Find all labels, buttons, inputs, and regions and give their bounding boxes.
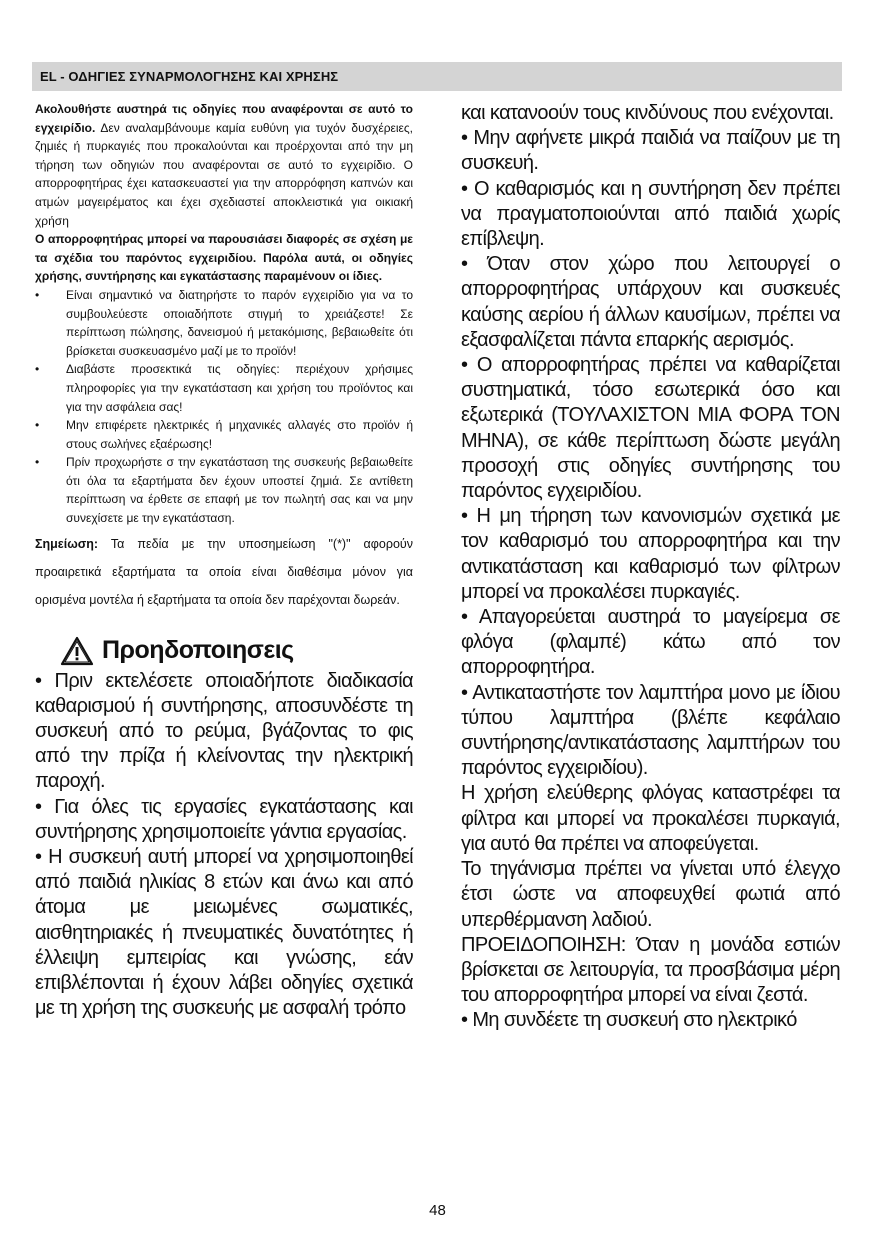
- list-item-text: Είναι σημαντικό να διατηρήστε το παρόν εγχειρίδιο για να το συμβουλεύεστε οποιαδήποτε στιγμή το χρειάζεστε! Σε περίπτωση πώλησης, δανεισμού ή μετακόμισης, βεβαιωθείτε ότι βρίσκεται συσκευασμένο μαζί με το προϊόν!: [66, 287, 413, 358]
- warning-paragraph: • Απαγορεύεται αυστηρά το μαγείρεμα σε φλόγα (φλαμπέ) κάτω από τον απορροφητήρα.: [461, 606, 840, 679]
- note-paragraph: [35, 530, 413, 614]
- warning-paragraph: και κατανοούν τους κινδύνους που ενέχονται.: [461, 102, 834, 124]
- warning-triangle-icon: [60, 636, 94, 666]
- warning-paragraph: • Η συσκευή αυτή μπορεί να χρησιμοποιηθεί από παιδιά ηλικίας 8 ετών και άνω και από άτομα με μειωμένες σωματικές, αισθητηριακές ή πνευματικές δυνατότητες ή έλλειψη εμπειρίας και γνώσης, εάν επιβλέπονται ή έχουν λάβει οδηγίες σχετικά με τη χρήση της συσκευής με ασφαλή τρόπο: [35, 846, 413, 1020]
- list-item: [35, 360, 413, 416]
- list-item: [35, 453, 413, 527]
- intro-paragraph: [35, 100, 413, 230]
- warning-paragraph: • Η μη τήρηση των κανονισμών σχετικά με τον καθαρισμό του απορροφητήρα και την αντικατάσταση και καθαρισμό των φίλτρων μπορεί να προκαλέσει πυρκαγιές.: [461, 505, 840, 603]
- bullet-marker: •: [35, 287, 40, 302]
- list-item: [35, 416, 413, 453]
- intro-bullet-list: [35, 286, 413, 528]
- section-header-title: EL - ΟΔΗΓΙΕΣ ΣΥΝΑΡΜΟΛΟΓΗΣΗΣ ΚΑΙ ΧΡΗΣΗΣ: [40, 69, 339, 84]
- intro-lead-bold: Ακολουθήστε αυστηρά τις οδηγίες που αναφέρονται σε αυτό το εγχειρίδιο.: [35, 102, 413, 135]
- warnings-heading: [35, 633, 413, 669]
- page-number: 48: [429, 1202, 446, 1219]
- intro-lead-rest: Δεν αναλαμβάνουμε καμία ευθύνη για τυχόν δυσχέρειες, ζημιές ή πυρκαγιές που προκαλούνται και προέρχονται από την μη τήρηση των οδηγιών που αναφέρονται σε αυτό το εγχειρίδιο. Ο απορροφητήρας έχει κατασκευαστεί για την απορρόφηση καπνών και ατμών μαγειρέματος και έχει σχεδιαστεί αποκλειστικά για οικιακή χρήση: [35, 120, 413, 228]
- right-column: [461, 101, 840, 1034]
- bullet-marker: •: [35, 418, 40, 433]
- warning-paragraph: • Για όλες τις εργασίες εγκατάστασης και συντήρησης χρησιμοποιείτε γάντια εργασίας.: [35, 795, 413, 843]
- warning-paragraph: • Ο απορροφητήρας πρέπει να καθαρίζεται συστηματικά, τόσο εσωτερικά όσο και εξωτερικά (ΤΟΥΛΑΧΙΣΤΟΝ ΜΙΑ ΦΟΡΑ ΤΟΝ ΜΗΝΑ), σε κάθε περίπτωση δώστε μεγάλη προσοχή στις οδηγίες συντήρησης του παρόντος εγχειριδίου.: [461, 354, 840, 503]
- intro-block: [35, 100, 413, 286]
- note-label: Σημείωση:: [35, 536, 99, 551]
- note-text: Τα πεδία με την υποσημείωση "(*)" αφορούν προαιρετικά εξαρτήματα τα οποία είναι διαθέσιμα μόνον για ορισμένα μοντέλα ή εξαρτήματα τα οποία δεν παρέχονται δωρεάν.: [35, 536, 413, 607]
- bullet-marker: •: [35, 455, 40, 470]
- warning-paragraph: • Ο καθαρισμός και η συντήρηση δεν πρέπει να πραγματοποιούνται από παιδιά χωρίς επίβλεψη.: [461, 177, 840, 251]
- warning-paragraph: • Όταν στον χώρο που λειτουργεί ο απορροφητήρας υπάρχουν και συσκευές καύσης αερίου ή άλλων καυσίμων, πρέπει να εξασφαλίζεται πάντα επαρκής αερισμός.: [461, 253, 840, 351]
- warning-paragraph: ΠΡΟΕΙΔΟΠΟΙΗΣΗ: Όταν η μονάδα εστιών βρίσκεται σε λειτουργία, τα προσβάσιμα μέρη του απορροφητήρα μπορεί να είναι ζεστά.: [461, 933, 840, 1007]
- bullet-marker: •: [35, 362, 40, 377]
- list-item-text: Μην επιφέρετε ηλεκτρικές ή μηχανικές αλλαγές στο προϊόν ή στους σωλήνες εξαέρωσης!: [66, 418, 413, 451]
- warning-paragraph: • Μη συνδέετε τη συσκευή στο ηλεκτρικό: [461, 1009, 797, 1032]
- warning-paragraph: • Μην αφήνετε μικρά παιδιά να παίζουν με τη συσκευή.: [461, 127, 840, 175]
- warning-paragraph: • Αντικαταστήστε τον λαμπτήρα μονο με ίδιου τύπου λαμπτήρα (βλέπε κεφάλαιο συντήρησης/αντικατάστασης λαμπτήρων του παρόντος εγχειριδίου).: [461, 681, 840, 780]
- warnings-title: Προηδοποιησεις: [102, 636, 294, 665]
- left-column: [35, 100, 413, 1022]
- warnings-left-text: [35, 669, 413, 1022]
- list-item: [35, 286, 413, 360]
- intro-bold-paragraph: Ο απορροφητήρας μπορεί να παρουσιάσει διαφορές σε σχέση με τα σχέδια του παρόντος εγχειριδίου. Παρόλα αυτά, οι οδηγίες χρήσης, συντήρησης και εγκατάστασης παραμένουν οι ίδιες.: [35, 232, 413, 284]
- list-item-text: Διαβάστε προσεκτικά τις οδηγίες: περιέχουν χρήσιμες πληροφορίες για την εγκατάσταση και χρήση του προϊόντος και για την ασφάλεια σας!: [66, 362, 413, 414]
- warning-paragraph: • Πριν εκτελέσετε οποιαδήποτε διαδικασία καθαρισμού ή συντήρησης, αποσυνδέστε τη συσκευή από το ρεύμα, βγάζοντας το φις από την πρίζα ή κλείνοντας την ηλεκτρική παροχή.: [35, 669, 413, 793]
- warnings-right-text: [461, 101, 840, 1034]
- warning-paragraph: Η χρήση ελεύθερης φλόγας καταστρέφει τα φίλτρα και μπορεί να προκαλέσει πυρκαγιά, για αυτό θα πρέπει να αποφεύγεται.: [461, 782, 840, 855]
- warning-paragraph: Το τηγάνισμα πρέπει να γίνεται υπό έλεγχο έτσι ώστε να αποφευχθεί φωτιά από υπερθέρμανση λαδιού.: [461, 858, 840, 931]
- section-header-bar: [32, 62, 842, 91]
- list-item-text: Πρίν προχωρήστε σ την εγκατάσταση της συσκευής βεβαιωθείτε ότι όλα τα εξαρτήματα δεν έχουν υποστεί ζημιά. Σε αντίθετη περίπτωση να έρθετε σε επαφή με τον πωλητή σας και να μην συνεχίσετε με την εγκατάσταση.: [66, 455, 413, 526]
